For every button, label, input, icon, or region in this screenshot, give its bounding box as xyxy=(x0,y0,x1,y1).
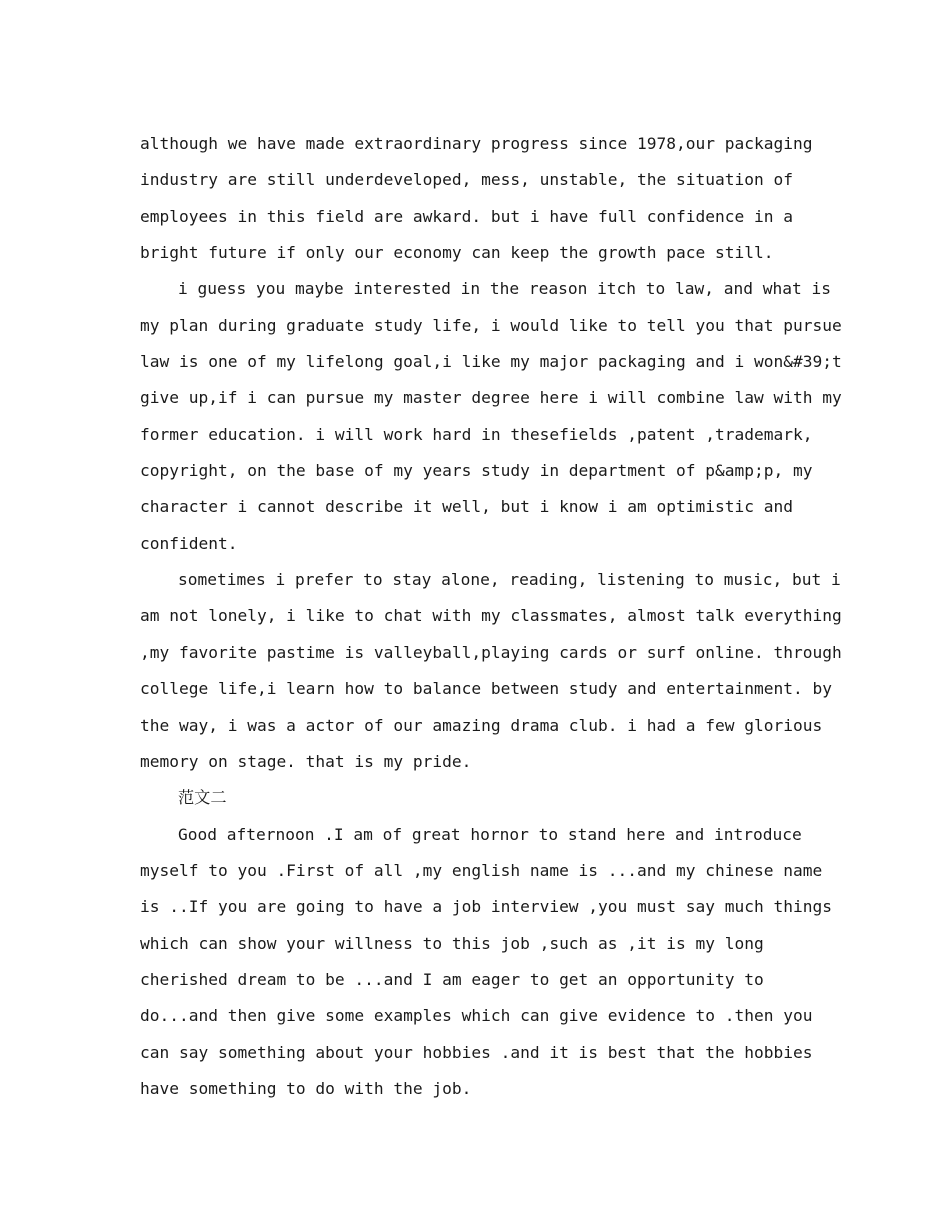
text-line: memory on stage. that is my pride. xyxy=(140,751,472,771)
text-line: have something to do with the job. xyxy=(140,1078,472,1098)
text-line: the way, i was a actor of our amazing drama club. i had a few glorious xyxy=(140,715,823,735)
section-heading: 范文二 xyxy=(178,788,227,808)
text-line: college life,i learn how to balance between study and entertainment. by xyxy=(140,679,832,699)
text-line: employees in this field are awkard. but i have full confidence in a xyxy=(140,206,793,226)
text-line: ,my favorite pastime is valleyball,playing cards or surf online. through xyxy=(140,642,842,662)
text-line: confident. xyxy=(140,533,238,553)
text-line: do...and then give some examples which can give evidence to .then you xyxy=(140,1006,813,1026)
text-line: law is one of my lifelong goal,i like my major packaging and i won&#39;t xyxy=(140,352,842,372)
text-line: although we have made extraordinary progress since 1978,our packaging xyxy=(140,134,813,153)
text-line: sometimes i prefer to stay alone, reading, listening to music, but i xyxy=(178,570,841,590)
text-line: can say something about your hobbies .and it is best that the hobbies xyxy=(140,1042,813,1062)
text-line: i guess you maybe interested in the reason itch to law, and what is xyxy=(178,279,831,299)
text-line: bright future if only our economy can keep the growth pace still. xyxy=(140,243,774,263)
text-line: cherished dream to be ...and I am eager to get an opportunity to xyxy=(140,969,764,989)
text-line: myself to you .First of all ,my english name is ...and my chinese name xyxy=(140,860,823,880)
text-line: which can show your willness to this job ,such as ,it is my long xyxy=(140,933,764,953)
text-line: my plan during graduate study life, i would like to tell you that pursue xyxy=(140,315,842,335)
document-body xyxy=(140,126,842,1107)
text-line: industry are still underdeveloped, mess, unstable, the situation of xyxy=(140,170,793,190)
text-line: Good afternoon .I am of great hornor to stand here and introduce xyxy=(178,824,802,844)
text-line: give up,if i can pursue my master degree here i will combine law with my xyxy=(140,388,842,408)
text-line: am not lonely, i like to chat with my classmates, almost talk everything xyxy=(140,606,842,626)
text-line: is ..If you are going to have a job interview ,you must say much things xyxy=(140,897,832,917)
text-line: character i cannot describe it well, but i know i am optimistic and xyxy=(140,497,793,517)
text-line: copyright, on the base of my years study in department of p&amp;p, my xyxy=(140,461,813,481)
text-line: former education. i will work hard in thesefields ,patent ,trademark, xyxy=(140,424,813,444)
